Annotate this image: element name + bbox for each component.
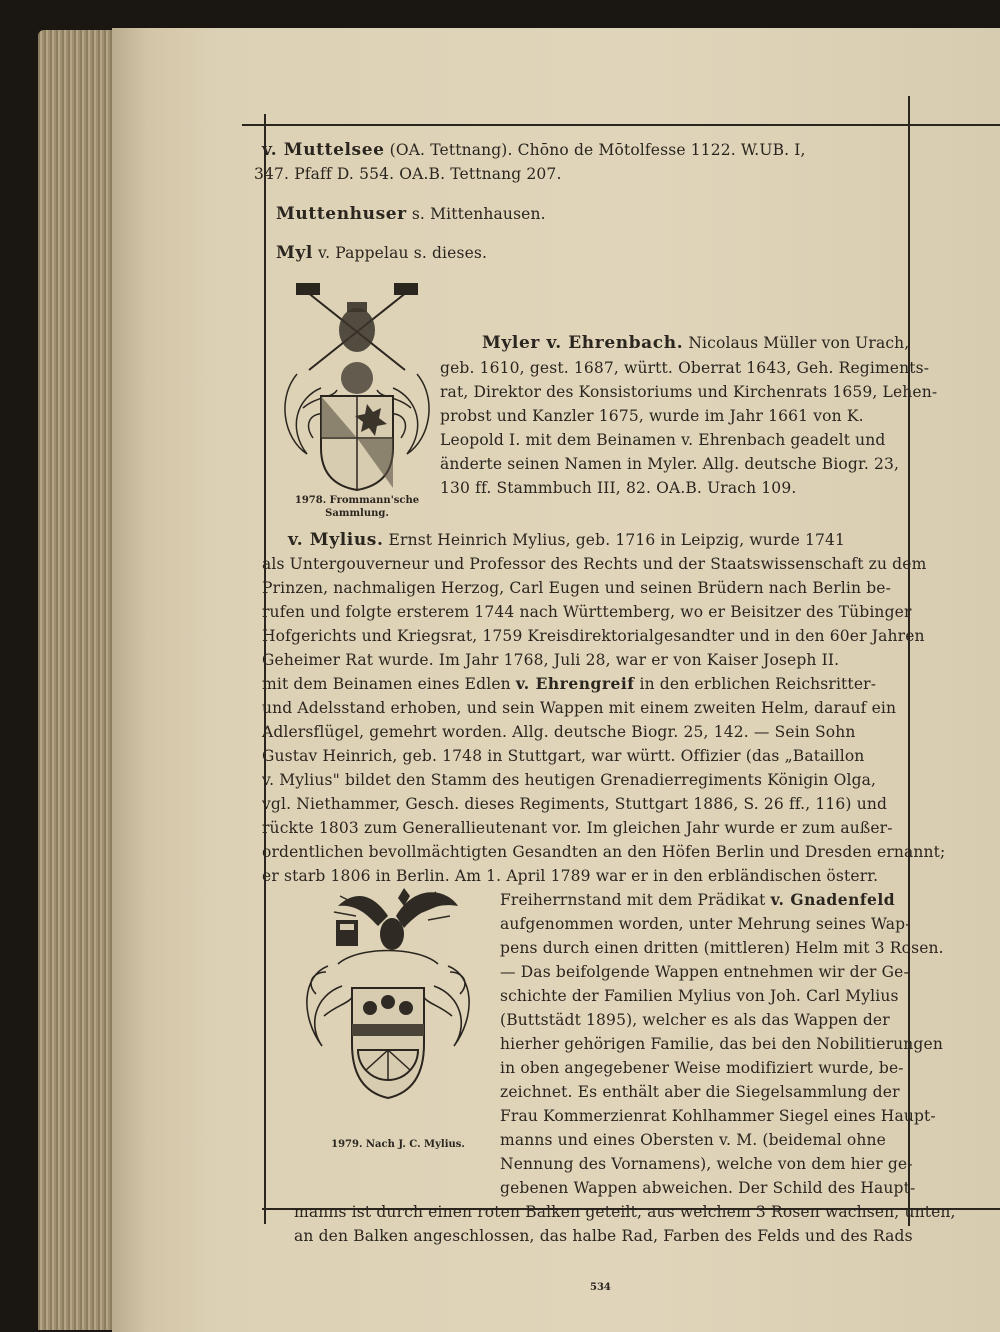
entry-mylius-line-28: gebenen Wappen abweichen. Der Schild des Haupt- (500, 1179, 916, 1197)
entry-mylius-line-22: hierher gehörigen Familie, das bei den Nobilitierungen (500, 1035, 943, 1053)
caption-1978-line-2: Sammlung. (325, 508, 389, 519)
entry-mylius-line-27: Nennung des Vornamens), welche von dem hier ge- (500, 1155, 913, 1173)
page-number: 534 (590, 1282, 611, 1293)
entry-muttelsee-head: v. Muttelsee (262, 140, 385, 160)
entry-myl-rest: v. Pappelau s. dieses. (318, 244, 488, 262)
entry-mylius-line-26: manns und eines Obersten v. M. (beidemal ohne (500, 1131, 886, 1149)
entry-muttelsee-rest: (OA. Tettnang). Chōno de Mōtolfesse 1122. W.UB. I, (389, 141, 806, 159)
entry-muttenhuser (276, 204, 546, 224)
entry-mylius-line-24: zeichnet. Es enthält aber die Siegelsammlung der (500, 1083, 900, 1101)
ehrengreif-post: in den erblichen Reichsritter- (639, 675, 877, 693)
coat-of-arms-1979-image (298, 876, 478, 1112)
entry-mylius-line-23: in oben angegebener Weise modifiziert wurde, be- (500, 1059, 904, 1077)
ehrengreif-bold: v. Ehrengreif (515, 674, 635, 693)
entry-mylius-line-5: Hofgerichts und Kriegsrat, 1759 Kreisdirektorialgesandter und in den 60er Jahren (262, 627, 925, 645)
entry-myler-line-5: Leopold I. mit dem Beinamen v. Ehrenbach geadelt und (440, 431, 886, 449)
entry-mylius-line-19: — Das beifolgende Wappen entnehmen wir der Ge- (500, 963, 909, 981)
book-page (112, 28, 1000, 1332)
entry-mylius-line-1 (288, 530, 845, 550)
entry-muttelsee-line-1 (262, 140, 806, 160)
entry-myler-rest: Nicolaus Müller von Urach, (688, 334, 910, 352)
entry-myler-line-7: 130 ff. Stammbuch III, 82. OA.B. Urach 109. (440, 479, 797, 497)
entry-mylius-line-10: Gustav Heinrich, geb. 1748 in Stuttgart, war württ. Offizier (das „Bataillon (262, 747, 865, 765)
caption-1978 (292, 494, 422, 520)
entry-mylius-line-2: als Untergouverneur und Professor des Rechts und der Staatswissenschaft zu dem (262, 555, 927, 573)
entry-myler-line-2: geb. 1610, gest. 1687, württ. Oberrat 1643, Geh. Regiments- (440, 359, 930, 377)
entry-mylius-line-12: vgl. Niethammer, Gesch. dieses Regiments, Stuttgart 1886, S. 26 ff., 116) und (262, 795, 888, 813)
entry-mylius-line-29: manns ist durch einen roten Balken geteilt, aus welchem 3 Rosen wachsen, unten, (294, 1203, 956, 1221)
entry-myl-head: Myl (276, 243, 313, 263)
frame-right-rule (908, 96, 910, 1226)
entry-mylius-line-14: ordentlichen bevollmächtigten Gesandten an den Höfen Berlin und Dresden ernannt; (262, 843, 946, 861)
entry-myler-line-6: änderte seinen Namen in Myler. Allg. deutsche Biogr. 23, (440, 455, 900, 473)
gnadenfeld-bold: v. Gnadenfeld (770, 890, 896, 909)
entry-mylius-line-6: Geheimer Rat wurde. Im Jahr 1768, Juli 28, war er von Kaiser Joseph II. (262, 651, 840, 669)
entry-mylius-line-17: aufgenommen worden, unter Mehrung seines Wap- (500, 915, 911, 933)
entry-mylius-line-3: Prinzen, nachmaligen Herzog, Carl Eugen und seinen Brüdern nach Berlin be- (262, 579, 891, 597)
entry-mylius-line-4: rufen und folgte ersterem 1744 nach Württemberg, wo er Beisitzer des Tübinger (262, 603, 912, 621)
entry-mylius-line-9: Adlersflügel, gemehrt worden. Allg. deutsche Biogr. 25, 142. — Sein Sohn (262, 723, 856, 741)
entry-mylius-line-15: er starb 1806 in Berlin. Am 1. April 1789 war er in den erbländischen österr. (262, 867, 879, 885)
entry-muttenhuser-head: Muttenhuser (276, 204, 407, 224)
gnadenfeld-pre: Freiherrnstand mit dem Prädikat (500, 891, 766, 909)
caption-1979: 1979. Nach J. C. Mylius. (331, 1139, 465, 1150)
entry-myler-line-1 (482, 333, 909, 353)
ehrengreif-pre: mit dem Beinamen eines Edlen (262, 675, 511, 693)
entry-mylius-line-20: schichte der Familien Mylius von Joh. Carl Mylius (500, 987, 899, 1005)
entry-myler-head: Myler v. Ehrenbach. (482, 333, 684, 353)
entry-myl (276, 243, 487, 263)
entry-mylius-line-25: Frau Kommerzienrat Kohlhammer Siegel eines Haupt- (500, 1107, 936, 1125)
entry-mylius-line-13: rückte 1803 zum Generallieutenant vor. Im gleichen Jahr wurde er zum außer- (262, 819, 893, 837)
entry-myler-line-4: probst und Kanzler 1675, wurde im Jahr 1661 von K. (440, 407, 864, 425)
entry-mylius-line-16 (500, 890, 895, 910)
entry-mylius-rest: Ernst Heinrich Mylius, geb. 1716 in Leipzig, wurde 1741 (388, 531, 846, 549)
caption-1978-line-1: 1978. Frommann'sche (294, 495, 420, 506)
entry-mylius-line-30: an den Balken angeschlossen, das halbe Rad, Farben des Felds und des Rads (294, 1227, 913, 1245)
entry-muttenhuser-rest: s. Mittenhausen. (411, 205, 546, 223)
entry-muttelsee-line-2: 347. Pfaff D. 554. OA.B. Tettnang 207. (254, 165, 562, 183)
entry-myler-line-3: rat, Direktor des Konsistoriums und Kirchenrats 1659, Lehen- (440, 383, 938, 401)
entry-mylius-line-21: (Buttstädt 1895), welcher es als das Wappen der (500, 1011, 890, 1029)
entry-mylius-head: v. Mylius. (288, 530, 384, 550)
entry-mylius-line-7 (262, 674, 876, 694)
coat-of-arms-1978-image (277, 278, 437, 494)
entry-mylius-line-11: v. Mylius" bildet den Stamm des heutigen Grenadierregiments Königin Olga, (262, 771, 877, 789)
frame-top-rule (242, 124, 1000, 126)
entry-mylius-line-8: und Adelsstand erhoben, und sein Wappen mit einem zweiten Helm, darauf ein (262, 699, 897, 717)
entry-mylius-line-18: pens durch einen dritten (mittleren) Helm mit 3 Rosen. (500, 939, 944, 957)
